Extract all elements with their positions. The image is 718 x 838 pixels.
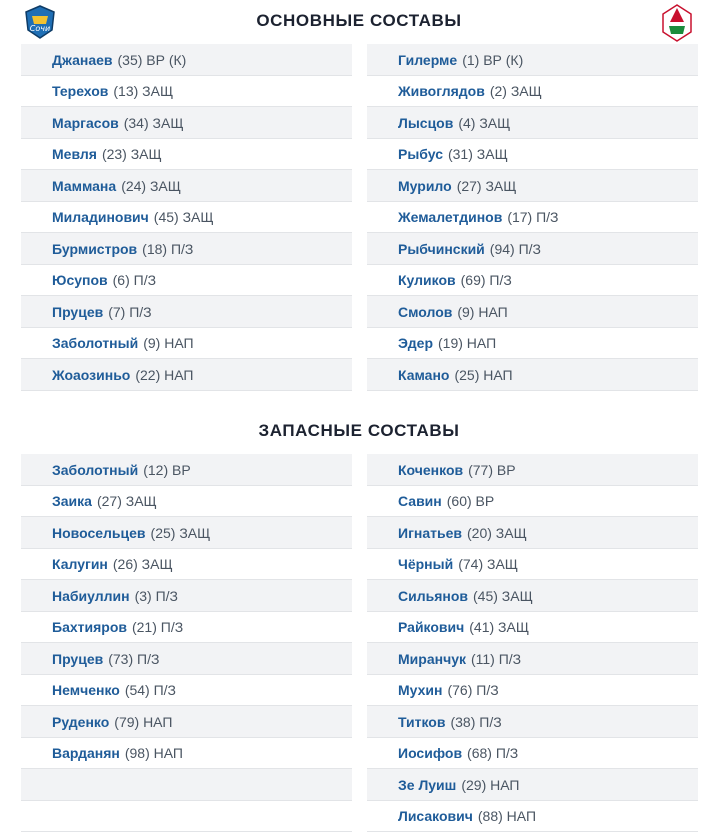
- player-name-link[interactable]: Миранчук: [398, 650, 466, 667]
- player-number-position: (26) ЗАЩ: [112, 556, 173, 572]
- player-row: [367, 675, 698, 706]
- player-number-position: (3) П/З: [134, 587, 179, 604]
- player-row: [21, 44, 352, 76]
- player-row: [21, 265, 352, 296]
- player-row: [367, 738, 698, 769]
- player-name-link[interactable]: Жемалетдинов: [398, 209, 503, 225]
- player-row: [367, 44, 698, 76]
- player-name-link[interactable]: Камано: [398, 366, 450, 383]
- player-name-link[interactable]: Коченков: [398, 461, 464, 478]
- player-name-link[interactable]: Игнатьев: [398, 524, 462, 541]
- player-number-position: (24) ЗАЩ: [121, 177, 181, 194]
- player-number-position: (54) П/З: [124, 682, 177, 698]
- player-number-position: (27) ЗАЩ: [96, 493, 157, 509]
- main-home-lineup: [21, 44, 352, 391]
- player-name-link[interactable]: Джанаев: [52, 51, 113, 68]
- player-name-link[interactable]: Юсупов: [52, 272, 108, 288]
- player-row: [367, 801, 698, 832]
- player-name-link[interactable]: Калугин: [52, 556, 108, 572]
- player-row: [367, 769, 698, 801]
- player-name-link[interactable]: Мухин: [398, 682, 443, 698]
- player-name-link[interactable]: Бурмистров: [52, 240, 138, 257]
- player-name-link[interactable]: Райкович: [398, 619, 465, 635]
- player-row: [367, 549, 698, 580]
- player-number-position: (7) П/З: [108, 303, 152, 320]
- player-row: [21, 486, 352, 517]
- player-number-position: (27) ЗАЩ: [456, 177, 517, 194]
- player-row: [367, 139, 698, 170]
- player-row: [367, 706, 698, 738]
- player-row: [367, 486, 698, 517]
- main-lineups-title: ОСНОВНЫЕ СОСТАВЫ: [256, 11, 462, 30]
- svg-text:Сочи: Сочи: [29, 24, 51, 33]
- player-name-link[interactable]: Сильянов: [398, 587, 468, 604]
- player-name-link[interactable]: Терехов: [52, 83, 109, 99]
- player-number-position: (9) НАП: [457, 303, 508, 320]
- player-number-position: (68) П/З: [467, 745, 519, 761]
- player-number-position: (60) ВР: [446, 493, 495, 509]
- player-row: [367, 296, 698, 328]
- player-row: [367, 265, 698, 296]
- player-name-link[interactable]: Пруцев: [52, 650, 104, 667]
- player-number-position: (20) ЗАЩ: [467, 524, 527, 541]
- player-number-position: (88) НАП: [477, 808, 537, 824]
- player-row: [367, 580, 698, 612]
- player-number-position: (11) П/З: [470, 650, 522, 667]
- player-name-link[interactable]: Иосифов: [398, 745, 463, 761]
- player-name-link[interactable]: Маммана: [52, 177, 117, 194]
- player-row: [367, 202, 698, 233]
- player-name-link[interactable]: Немченко: [52, 682, 120, 698]
- player-number-position: (12) ВР: [143, 461, 191, 478]
- player-name-link[interactable]: Новосельцев: [52, 524, 146, 541]
- player-name-link[interactable]: Варданян: [52, 745, 120, 761]
- subs-title: ЗАПАСНЫЕ СОСТАВЫ: [258, 421, 460, 440]
- player-number-position: (1) ВР (К): [462, 51, 524, 68]
- player-name-link[interactable]: Бахтияров: [52, 619, 127, 635]
- player-name-link[interactable]: Мевля: [52, 146, 97, 162]
- player-number-position: (35) ВР (К): [117, 51, 187, 68]
- player-name-link[interactable]: Лысцов: [398, 114, 454, 131]
- player-row: [21, 643, 352, 675]
- player-number-position: (4) ЗАЩ: [458, 114, 511, 131]
- player-row: [21, 170, 352, 202]
- player-number-position: (69) П/З: [460, 272, 512, 288]
- player-name-link[interactable]: Гилерме: [398, 51, 458, 68]
- player-number-position: (31) ЗАЩ: [447, 146, 508, 162]
- player-row: [21, 769, 352, 801]
- subs-away-lineup: [367, 454, 698, 832]
- player-name-link[interactable]: Жоаозиньо: [52, 366, 131, 383]
- player-row: [21, 517, 352, 549]
- main-away-lineup: [367, 44, 698, 391]
- player-number-position: (29) НАП: [461, 776, 520, 793]
- player-row: [21, 706, 352, 738]
- player-name-link[interactable]: Заболотный: [52, 335, 139, 351]
- player-row: [21, 202, 352, 233]
- player-name-link[interactable]: Набиуллин: [52, 587, 130, 604]
- player-name-link[interactable]: Заика: [52, 493, 92, 509]
- player-row: [367, 170, 698, 202]
- player-number-position: (25) ЗАЩ: [150, 524, 211, 541]
- player-number-position: (73) П/З: [108, 650, 160, 667]
- player-name-link[interactable]: Лисакович: [398, 808, 473, 824]
- player-row: [367, 517, 698, 549]
- player-number-position: (79) НАП: [114, 713, 173, 730]
- player-number-position: (45) ЗАЩ: [153, 209, 214, 225]
- lokomotiv-logo-icon: [661, 4, 693, 42]
- player-name-link[interactable]: Маргасов: [52, 114, 119, 131]
- player-row: [367, 454, 698, 486]
- player-name-link[interactable]: Рыбчинский: [398, 240, 485, 257]
- subs-home-lineup: [21, 454, 352, 832]
- player-row: [367, 328, 698, 359]
- player-name-link[interactable]: Куликов: [398, 272, 456, 288]
- player-row: [21, 233, 352, 265]
- player-row: [21, 139, 352, 170]
- player-name-link[interactable]: Мурило: [398, 177, 452, 194]
- player-name-link[interactable]: Савин: [398, 493, 442, 509]
- player-row: [367, 233, 698, 265]
- player-number-position: (25) НАП: [454, 366, 513, 383]
- player-row: [21, 549, 352, 580]
- player-name-link[interactable]: Титков: [398, 713, 446, 730]
- player-row: [21, 296, 352, 328]
- player-row: [21, 580, 352, 612]
- player-row: [367, 612, 698, 643]
- player-row: [21, 801, 352, 832]
- player-row: [367, 107, 698, 139]
- player-number-position: (98) НАП: [124, 745, 183, 761]
- player-row: [21, 328, 352, 359]
- player-number-position: (41) ЗАЩ: [469, 619, 529, 635]
- player-number-position: (38) П/З: [450, 713, 502, 730]
- player-row: [21, 675, 352, 706]
- player-row: [21, 359, 352, 391]
- player-number-position: (77) ВР: [468, 461, 516, 478]
- player-name-link[interactable]: Смолов: [398, 303, 453, 320]
- player-number-position: (76) П/З: [447, 682, 499, 698]
- player-number-position: (94) П/З: [489, 240, 541, 257]
- lineups-header: [0, 0, 718, 42]
- player-row: [367, 359, 698, 391]
- player-row: [367, 643, 698, 675]
- player-number-position: (22) НАП: [135, 366, 194, 383]
- player-row: [367, 76, 698, 107]
- player-name-link[interactable]: Руденко: [52, 713, 110, 730]
- player-number-position: (9) НАП: [143, 335, 194, 351]
- player-number-position: (21) П/З: [131, 619, 184, 635]
- player-number-position: (6) П/З: [112, 272, 157, 288]
- player-name-link[interactable]: Рыбус: [398, 146, 443, 162]
- player-number-position: (23) ЗАЩ: [101, 146, 162, 162]
- player-number-position: (18) П/З: [142, 240, 194, 257]
- player-number-position: (13) ЗАЩ: [113, 83, 174, 99]
- player-number-position: (19) НАП: [438, 335, 497, 351]
- player-name-link[interactable]: Миладинович: [52, 209, 149, 225]
- player-number-position: (45) ЗАЩ: [473, 587, 533, 604]
- player-number-position: (34) ЗАЩ: [123, 114, 184, 131]
- player-number-position: (74) ЗАЩ: [458, 556, 518, 572]
- player-name-link[interactable]: Живоглядов: [398, 83, 485, 99]
- player-name-link[interactable]: Заболотный: [52, 461, 139, 478]
- player-name-link[interactable]: Чёрный: [398, 556, 454, 572]
- player-name-link[interactable]: Зе Луиш: [398, 776, 457, 793]
- player-name-link[interactable]: Эдер: [398, 335, 433, 351]
- player-row: [21, 612, 352, 643]
- player-number-position: (2) ЗАЩ: [489, 83, 542, 99]
- player-row: [21, 738, 352, 769]
- player-row: [21, 454, 352, 486]
- player-row: [21, 107, 352, 139]
- player-name-link[interactable]: Пруцев: [52, 303, 104, 320]
- player-number-position: (17) П/З: [507, 209, 559, 225]
- player-row: [21, 76, 352, 107]
